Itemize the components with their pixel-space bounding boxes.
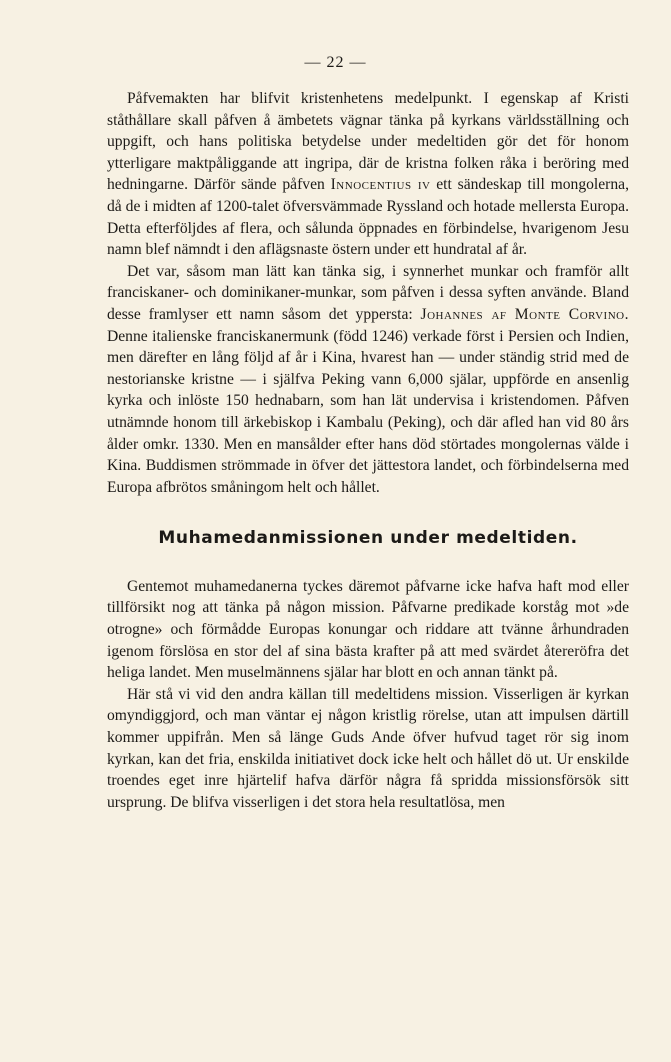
page-body — [107, 88, 629, 813]
page-number: — 22 — — [304, 54, 367, 71]
paragraph-1 — [107, 88, 629, 261]
name-innocentius: Innocentius iv — [330, 176, 431, 194]
paragraph-1-text-after: ett sändeskap till mongolerna, då de i midten af 1200-talet öfversvämmade Ryssland och hotade mellersta Europa. Detta efterföljdes af flera, och sålunda öppnades en förbindelse, hvarigenom Jesu namn blef nämndt i den aflägsnaste östern under ett hundratal af år. — [107, 176, 629, 259]
paragraph-2-text-after: Denne italienske franciskanermunk (född 1246) verkade först i Persien och Indien, men därefter en lång följd af år i Kina, hvarest han — under ständig strid med de nestorianske kristne — i själfva Peking vann 6,000 själar, uppförde en ansenlig kyrka och inlöste 150 hednabarn, som han lät undervisa i kristendomen. Påfven utnämnde honom till ärkebiskop i Kambalu (Peking), och där afled han vid 80 års ålder omkr. 1330. Men en mansålder efter hans död störtades mongolernas välde i Kina. Buddismen strömmade in öfver det jättestora landet, och förbindelserna med Europa afbrötos småningom helt och hållet. — [107, 327, 629, 496]
paragraph-3: Gentemot muhamedanerna tyckes däremot påfvarne icke hafva haft mod eller tillförsikt nog att tänka på någon mission. Påfvarne predikade korståg mot »de otrogne» och förmådde Europas konungar och riddare att tvänne århundraden igenom förslösa en stor del af sina bästa krafter på att med svärdet återeröfra det heliga landet. Men muselmännens själar har blott en och annan tänkt på. — [107, 577, 629, 682]
paragraph-4: Här stå vi vid den andra källan till medeltidens mission. Visserligen är kyrkan omyndiggjord, och man väntar ej någon kristlig rörelse, utan att impulsen därtill kommer uppifrån. Men så länge Guds Ande öfver hufvud taget rör sig inom kyrkan, kan det fria, enskilda initiativet dock icke helt och hållet dö ut. Ur enskilde troendes eget inre hjärtelif hafva därför några få spridda missionsförsök sitt ursprung. De blifva visserligen i det stora hela resultatlösa, men — [107, 685, 629, 811]
paragraph-2 — [107, 261, 629, 499]
paragraph-1-text: Påfvemakten har blifvit kristenhetens medelpunkt. I egenskap af Kristi ståthållare skall påfven å ämbetets vägnar tänka på kyrkans världsställning och uppgift, och hans politiska betydelse under medeltiden gör det för honom ytterligare maktpåliggande att ingripa, där de kristna folken råka i beröring med hedningarne. Därför sände påfven — [107, 90, 629, 194]
name-johannes: Johannes af Monte Corvino. — [420, 305, 629, 323]
paragraph-2-text: Det var, såsom man lätt kan tänka sig, i synnerhet munkar och framför allt franciskaner- och dominikaner-munkar, som påfven i dessa syften använde. Bland desse framlyser ett namn såsom det yppersta: — [107, 262, 629, 323]
section-heading: Muhamedanmissionen under medeltiden. — [158, 528, 578, 549]
